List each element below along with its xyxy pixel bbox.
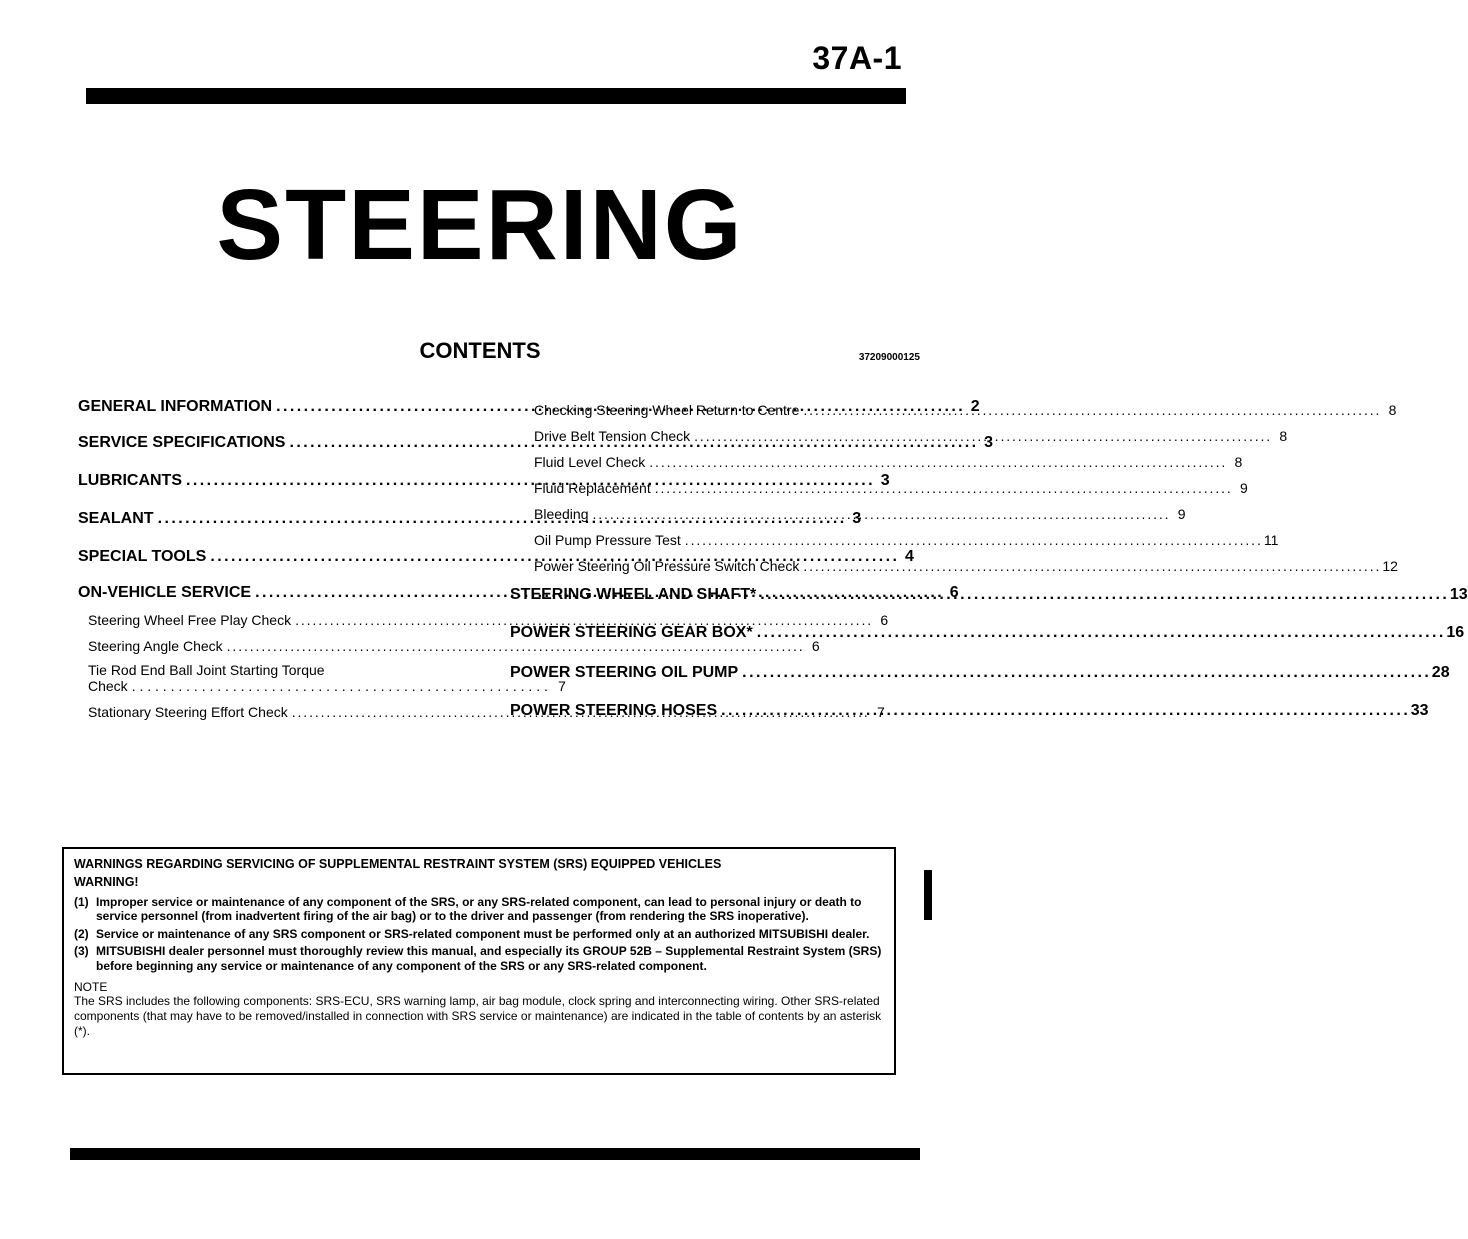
toc-leader (742, 664, 1428, 682)
warning-item-number: (2) (74, 926, 89, 941)
toc-leader (649, 454, 1224, 470)
toc-leader (685, 532, 1260, 548)
toc-entry-steering-wheel-and-shaft[interactable] (510, 586, 1468, 604)
toc-entry-bleeding[interactable] (534, 506, 1186, 522)
toc-label: SERVICE SPECIFICATIONS (78, 434, 286, 451)
toc-label: POWER STEERING GEAR BOX* (510, 624, 753, 641)
toc-label: Drive Belt Tension Check (534, 428, 691, 444)
toc-label: SEALANT (78, 510, 154, 527)
toc-page: 9 (1239, 480, 1248, 496)
toc-label: Oil Pump Pressure Test (534, 532, 681, 548)
warning-item-text: MITSUBISHI dealer personnel must thoroughly review this manual, and especially its GROUP 52B – Supplemental Restraint System (SRS) before beginning any service or maintenance of any component of the SRS or any SRS-related component. (96, 944, 882, 973)
toc-entry-power-steering-hoses[interactable] (510, 702, 1429, 720)
toc-entry-tie-rod-end-check[interactable] (88, 662, 566, 694)
warning-item (74, 927, 884, 942)
toc-leader (694, 428, 1269, 444)
toc-label: GENERAL INFORMATION (78, 398, 273, 415)
warning-item-number: (1) (74, 894, 89, 909)
toc-entry-oil-pump-pressure-test[interactable] (534, 532, 1279, 548)
toc-leader: . . . . . . . . . . . . . . . . . . . . . . . . . . . . . . . . . . . . . . . . . . . . . . . . . . . . . . (131, 678, 548, 694)
toc-label: Fluid Replacement (534, 480, 651, 496)
warning-item-number: (3) (74, 944, 89, 959)
toc-page: 7 (876, 704, 885, 720)
toc-leader (593, 506, 1168, 522)
toc-entry-free-play-check[interactable] (88, 612, 889, 628)
toc-label: POWER STEERING HOSES (510, 702, 718, 719)
toc-entry-steering-angle-check[interactable] (88, 638, 820, 654)
toc-page: 3 (984, 434, 994, 451)
warning-item (74, 944, 884, 973)
document-code: 37209000125 (858, 352, 920, 363)
warning-heading: WARNINGS REGARDING SERVICING OF SUPPLEMENTAL RESTRAINT SYSTEM (SRS) EQUIPPED VEHICLES (74, 857, 722, 871)
toc-page: 3 (852, 510, 862, 527)
toc-page: 28 (1431, 664, 1450, 681)
toc-label: Steering Angle Check (88, 638, 223, 654)
toc-leader (803, 558, 1378, 574)
toc-page: 3 (880, 472, 890, 489)
toc-page: 8 (1234, 454, 1243, 470)
toc-page: 2 (970, 398, 980, 415)
toc-label: STEERING WHEEL AND SHAFT* (510, 586, 757, 603)
warning-item-text: Service or maintenance of any SRS component or SRS-related component must be performed only at an authorized MITSUBISHI dealer. (96, 926, 870, 941)
toc-page: 6 (949, 584, 959, 601)
toc-entry-return-to-centre[interactable] (534, 402, 1397, 418)
toc-page: 16 (1446, 624, 1465, 641)
srs-warning-box (62, 847, 896, 1075)
toc-entry-power-steering-oil-pump[interactable] (510, 664, 1450, 682)
toc-label: ON-VEHICLE SERVICE (78, 584, 252, 601)
toc-page: 33 (1410, 702, 1429, 719)
toc-label: Bleeding (534, 506, 589, 522)
toc-page: 9 (1177, 506, 1186, 522)
toc-page: 12 (1382, 558, 1398, 574)
toc-leader (721, 702, 1407, 720)
toc-leader (757, 624, 1443, 642)
toc-label: Steering Wheel Free Play Check (88, 612, 292, 628)
toc-page: 6 (880, 612, 889, 628)
toc-label-continued: Check (88, 678, 128, 694)
toc-leader (655, 480, 1230, 496)
warning-item-text: Improper service or maintenance of any component of the SRS, or any SRS-related component, can lead to personal injury or death to service personnel (from inadvertent firing of the air bag) or to the driver and passenger (from rendering the SRS inoperative). (96, 894, 862, 924)
toc-label: Stationary Steering Effort Check (88, 704, 288, 720)
toc-page: 8 (1388, 402, 1397, 418)
toc-page: 7 (558, 678, 566, 694)
toc-leader (803, 402, 1378, 418)
toc-label: LUBRICANTS (78, 472, 182, 489)
warning-item (74, 895, 884, 924)
note-text: The SRS includes the following components: SRS-ECU, SRS warning lamp, air bag module, clock spring and interconnecting wiring. Other SRS-related components (that may have to be removed/installed in connection with SRS service or maintenance) are indicated in the table of contents by an asterisk (*). (74, 994, 882, 1038)
toc-label: SPECIAL TOOLS (78, 548, 207, 565)
toc-entry-pressure-switch-check[interactable] (534, 558, 1398, 574)
toc-label: Fluid Level Check (534, 454, 646, 470)
toc-label: Tie Rod End Ball Joint Starting Torque (88, 662, 325, 678)
toc-page: 13 (1449, 586, 1468, 603)
toc-page: 4 (905, 548, 914, 565)
toc-label: Power Steering Oil Pressure Switch Check (534, 558, 800, 574)
toc-page: 8 (1279, 428, 1288, 444)
toc-leader (760, 586, 1446, 604)
toc-entry-fluid-level-check[interactable] (534, 454, 1243, 470)
page-number: 37A-1 (812, 40, 902, 76)
margin-change-bar (924, 870, 932, 920)
toc-entry-fluid-replacement[interactable] (534, 480, 1248, 496)
toc-entry-drive-belt-tension[interactable] (534, 428, 1288, 444)
toc-page: 11 (1263, 532, 1279, 548)
toc-label: Checking Steering Wheel Return to Centre (534, 402, 800, 418)
page-title: STEERING (216, 169, 744, 281)
toc-entry-power-steering-gear-box[interactable] (510, 624, 1465, 642)
toc-label: POWER STEERING OIL PUMP (510, 664, 739, 681)
note-title: NOTE (74, 979, 108, 994)
top-rule (86, 88, 906, 104)
bottom-rule (70, 1148, 920, 1160)
toc-page: 6 (811, 638, 820, 654)
warning-label: WARNING! (74, 875, 139, 890)
contents-heading: CONTENTS (419, 338, 541, 363)
